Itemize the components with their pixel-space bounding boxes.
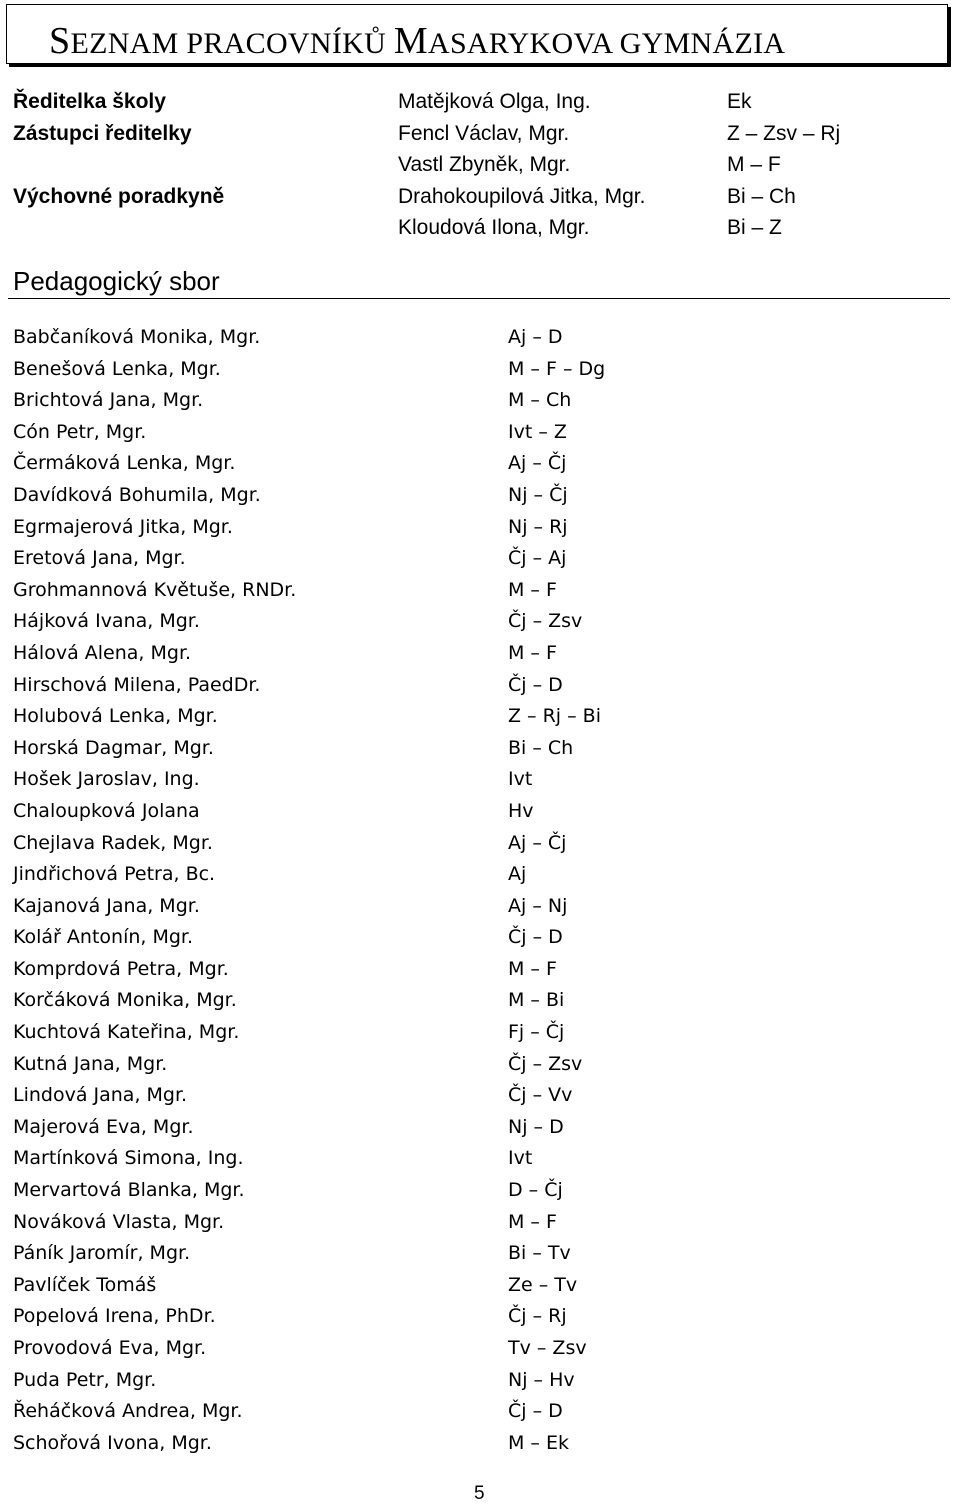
staff-name: Kolář Antonín, Mgr.: [13, 926, 194, 949]
management-subjects: M – F: [727, 153, 781, 177]
staff-name: Mervartová Blanka, Mgr.: [13, 1179, 245, 1202]
staff-subjects: Bi – Tv: [508, 1242, 571, 1265]
staff-subjects: Čj – Vv: [508, 1084, 573, 1107]
staff-name: Lindová Jana, Mgr.: [13, 1084, 188, 1107]
staff-subjects: Aj – D: [508, 326, 563, 348]
staff-row: [13, 1333, 943, 1365]
management-role: Ředitelka školy: [13, 90, 166, 113]
staff-row: [13, 891, 943, 923]
management-name: Kloudová Ilona, Mgr.: [398, 216, 590, 240]
staff-subjects: Ivt: [508, 1147, 533, 1170]
staff-subjects: Aj: [508, 863, 527, 886]
staff-subjects: Nj – Čj: [508, 483, 568, 506]
staff-name: Hirschová Milena, PaedDr.: [13, 673, 261, 696]
staff-subjects: Ivt – Z: [508, 420, 567, 443]
staff-name: Grohmannová Květuše, RNDr.: [13, 578, 297, 601]
staff-name: Eretová Jana, Mgr.: [13, 547, 186, 570]
staff-row: [13, 1365, 943, 1397]
staff-row: [13, 1017, 943, 1049]
management-role: Zástupci ředitelky: [13, 121, 192, 145]
staff-subjects: Nj – Rj: [508, 515, 568, 538]
staff-row: [13, 543, 943, 575]
staff-row: [13, 1396, 943, 1428]
staff-name: Nováková Vlasta, Mgr.: [13, 1210, 225, 1233]
staff-name: Chejlava Radek, Mgr.: [13, 831, 213, 854]
staff-row: [13, 1301, 943, 1333]
management-subjects: Bi – Ch: [727, 184, 796, 208]
staff-row: [13, 1080, 943, 1112]
section-divider: [8, 298, 950, 299]
staff-subjects: Hv: [508, 799, 534, 822]
staff-name: Egrmajerová Jitka, Mgr.: [13, 515, 233, 538]
page-number: 5: [474, 1483, 485, 1504]
staff-subjects: M – F: [508, 578, 557, 601]
management-subjects: Bi – Z: [727, 216, 782, 240]
staff-name: Kutná Jana, Mgr.: [13, 1052, 168, 1075]
staff-subjects: Z – Rj – Bi: [508, 705, 601, 728]
section-heading: Pedagogický sbor: [13, 266, 220, 296]
staff-subjects: D – Čj: [508, 1179, 563, 1202]
staff-subjects: Čj – Zsv: [508, 610, 583, 633]
staff-subjects: M – F: [508, 641, 557, 664]
staff-list: [13, 322, 943, 1459]
staff-name: Kajanová Jana, Mgr.: [13, 894, 200, 917]
staff-name: Korčáková Monika, Mgr.: [13, 989, 237, 1012]
staff-row: [13, 985, 943, 1017]
staff-row: [13, 1143, 943, 1175]
staff-subjects: Ze – Tv: [508, 1273, 578, 1296]
staff-name: Provodová Eva, Mgr.: [13, 1337, 207, 1359]
staff-subjects: M – Ek: [508, 1431, 569, 1454]
staff-subjects: Čj – D: [508, 1400, 563, 1423]
staff-row: [13, 764, 943, 796]
management-row: [13, 212, 943, 244]
staff-row: [13, 575, 943, 607]
staff-row: [13, 417, 943, 449]
staff-subjects: M – F – Dg: [508, 357, 606, 380]
staff-row: [13, 1428, 943, 1460]
staff-row: [13, 1175, 943, 1207]
staff-subjects: Bi – Ch: [508, 736, 574, 759]
management-subjects: Ek: [727, 90, 752, 113]
staff-row: [13, 1049, 943, 1081]
staff-name: Páník Jaromír, Mgr.: [13, 1242, 191, 1265]
staff-name: Komprdová Petra, Mgr.: [13, 957, 229, 980]
staff-subjects: Fj – Čj: [508, 1021, 565, 1044]
staff-row: [13, 1112, 943, 1144]
staff-name: Chaloupková Jolana: [13, 799, 200, 822]
management-row: [13, 181, 943, 213]
staff-name: Babčaníková Monika, Mgr.: [13, 326, 261, 348]
staff-name: Davídková Bohumila, Mgr.: [13, 483, 261, 506]
staff-subjects: Nj – D: [508, 1115, 564, 1138]
staff-row: [13, 954, 943, 986]
staff-subjects: Čj – D: [508, 673, 563, 696]
title-rest-1: EZNAM PRACOVNÍKŮ: [70, 27, 394, 60]
management-row: [13, 118, 943, 150]
page-title: [49, 19, 785, 63]
staff-name: Kuchtová Kateřina, Mgr.: [13, 1021, 240, 1044]
staff-row: [13, 354, 943, 386]
staff-name: Jindřichová Petra, Bc.: [13, 863, 216, 886]
staff-row: [13, 670, 943, 702]
staff-subjects: Ivt: [508, 768, 533, 791]
staff-row: [13, 322, 943, 354]
title-initial-2: M: [393, 20, 428, 62]
staff-name: Horská Dagmar, Mgr.: [13, 736, 214, 759]
staff-name: Pavlíček Tomáš: [13, 1273, 157, 1296]
staff-row: [13, 859, 943, 891]
staff-row: [13, 1207, 943, 1239]
management-row: [13, 149, 943, 181]
title-initial-1: S: [49, 20, 71, 62]
staff-row: [13, 480, 943, 512]
title-box: [6, 4, 948, 64]
staff-name: Brichtová Jana, Mgr.: [13, 389, 204, 412]
management-name: Vastl Zbyněk, Mgr.: [398, 153, 571, 177]
staff-subjects: Tv – Zsv: [508, 1337, 587, 1359]
management-row: [13, 86, 943, 118]
staff-row: [13, 1270, 943, 1302]
staff-row: [13, 1238, 943, 1270]
staff-name: Hošek Jaroslav, Ing.: [13, 768, 200, 791]
staff-row: [13, 606, 943, 638]
staff-name: Puda Petr, Mgr.: [13, 1368, 157, 1391]
management-role: Výchovné poradkyně: [13, 184, 225, 208]
staff-name: Řeháčková Andrea, Mgr.: [13, 1400, 243, 1423]
staff-name: Benešová Lenka, Mgr.: [13, 357, 221, 380]
staff-subjects: Nj – Hv: [508, 1368, 575, 1391]
staff-subjects: M – Ch: [508, 389, 572, 412]
staff-subjects: Čj – Rj: [508, 1305, 567, 1328]
staff-name: Schořová Ivona, Mgr.: [13, 1431, 212, 1454]
management-name: Matějková Olga, Ing.: [398, 90, 591, 113]
staff-subjects: M – F: [508, 1210, 557, 1233]
staff-subjects: Aj – Čj: [508, 831, 567, 854]
staff-name: Čermáková Lenka, Mgr.: [13, 452, 236, 475]
staff-row: [13, 733, 943, 765]
staff-name: Hálová Alena, Mgr.: [13, 641, 192, 664]
staff-row: [13, 796, 943, 828]
staff-subjects: Čj – Aj: [508, 547, 567, 570]
staff-name: Martínková Simona, Ing.: [13, 1147, 244, 1170]
title-rest-2: ASARYKOVA GYMNÁZIA: [427, 27, 786, 60]
staff-row: [13, 512, 943, 544]
staff-name: Cón Petr, Mgr.: [13, 420, 147, 443]
staff-name: Majerová Eva, Mgr.: [13, 1115, 194, 1138]
staff-subjects: Aj – Nj: [508, 894, 568, 917]
staff-subjects: Aj – Čj: [508, 452, 567, 475]
staff-name: Popelová Irena, PhDr.: [13, 1305, 216, 1328]
staff-name: Hájková Ivana, Mgr.: [13, 610, 200, 633]
management-name: Drahokoupilová Jitka, Mgr.: [398, 184, 646, 208]
management-list: [13, 86, 943, 244]
staff-row: [13, 638, 943, 670]
staff-subjects: Čj – Zsv: [508, 1052, 583, 1075]
staff-row: [13, 828, 943, 860]
management-name: Fencl Václav, Mgr.: [398, 121, 570, 145]
staff-subjects: Čj – D: [508, 926, 563, 949]
staff-subjects: M – F: [508, 957, 557, 980]
staff-row: [13, 385, 943, 417]
staff-name: Holubová Lenka, Mgr.: [13, 705, 218, 728]
staff-row: [13, 701, 943, 733]
management-subjects: Z – Zsv – Rj: [727, 121, 841, 145]
staff-row: [13, 448, 943, 480]
staff-subjects: M – Bi: [508, 989, 565, 1012]
staff-row: [13, 922, 943, 954]
